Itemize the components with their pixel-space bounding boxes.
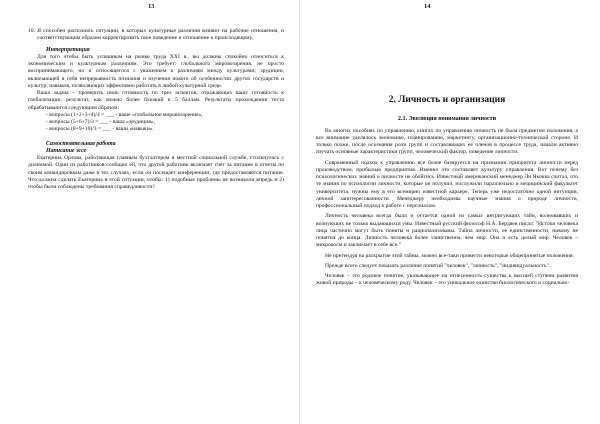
score-line: - вопросы (1+2+3+4)/4 = ___ - ваше «глобальное мировоззрение», (46, 111, 203, 118)
body-paragraph: Не претендуя на раскрытие этой тайны, можно все-таки привести некоторые общепринятые положения. (325, 252, 575, 259)
essay-paragraph: Екатерина Орлова, работающая главным бухгалтером в местной социальной службе, столкнулась с дилеммой. Один из работников сообщил ей, что другой работник включает счет за питание в отчеты по своим командировкам даже в тех случаях, если он посещает конференции, где предоставляется питание. Что должна сделать Екатерина в этой ситуации, чтобы: 1) подобные проблемы не возникали впредь и 2) чтобы были соблюдены требования справедливости? (28, 155, 284, 190)
body-paragraph: Во многих пособиях по управлению, книгах по управлению личность не была предметом изложения, а все внимание уделялось экономике, планированию, маркетингу, организационно-технической стороне. И только позже, после осознания роли групп и составляющих ее членов в процессе труда, начали активно изучать основные характеристики групп, человеческий фактор, поведение личности. (316, 127, 578, 156)
body-paragraph: Прежде всего следует показать различие понятий "человек", "личность", "индивидуальность". (325, 262, 551, 269)
body-paragraph: Современный подход к управлению все более базируется на признании приоритета личности перед производством, прибылью предприятия. Именно это составляет культуру управления. Вот почему без психологических знаний о личности не обойтись. Известный американский менеджер Ли Якокка считал, что те знания по психологии личности, которые он получил, послужили параллельно и медицинский факультет университета, нужны ему в его всемирно известной карьере. Теперь уже недостаточно одной интуиции, личной заинтересованности. Менеджеру необходимы научные знания о природе личности, профессиональный подход к работе с персоналом. (316, 159, 578, 209)
score-line: - вопросы (5+6+7)/3 = ___ - ваша «эрудиция», (46, 119, 156, 125)
interpretation-heading: Интерпретация (46, 46, 90, 53)
interpretation-paragraph: Для того чтобы быть успешным на рынке труда XXI в., вы должны спокойно относиться к экономическим и культурным различиям. Это требует: глобального мировоззрения, не просто воспринимающего, но и относящегося с уважением к различиям между культурами; эрудиции, включающей в себя непрерывность познания и изучения нового об особенностях других государств и культур; навыков, позволяющих эффективно работать в любой культурной среде. (28, 53, 284, 89)
page-number: 14 (424, 3, 431, 10)
section-title: 2.1. Эволюция понимания личности (397, 116, 497, 122)
score-line: - вопросы (8+9+10)/3 = ___ - ваши «навыки». (46, 126, 154, 133)
body-paragraph: Личность человека всегда была и остается одной из самых интригующих тайн, волновавших и волнующих не только выдающихся умы. Известный русский философ Н.А. Бердяев писал: "Истоки человека лица частично могут быть поняты и рационализованы. Тайна личности, ее единственности, никому не понятна до конца. Личность человека более таинственна, чем мир. Она и есть целый мир. Человек – микрокосм и заключает в себе все." (316, 213, 578, 249)
right-page (300, 0, 600, 424)
essay-heading: Написание эссе (46, 147, 87, 154)
independent-work-heading: Самостоятельная работа (46, 140, 116, 147)
task-paragraph: Ваша задача – проверить свою готовность по трех аспектов, отражающих вашу готовность к глобализации, результат, как можно более близкий к 5 баллам. Результаты прохождения теста обрабатываются следующим образом: (28, 90, 284, 111)
chapter-title: 2. Личность и организация (388, 95, 506, 105)
body-paragraph: Человек – это родовое понятие, указывающее на отнесенность существа к высшей ступени развития живой природы – к человеческому роду. Человек – это уникальное единство биологического и социально- (316, 273, 578, 287)
page-number: 13 (148, 3, 155, 10)
score-list (28, 112, 284, 134)
question-10: 10. Я способен распознать ситуации, в которых культурные различия влияют на рабочие отношения, и соответствующим образом корректировать свое поведение и отношение к происходящему. (28, 28, 284, 42)
